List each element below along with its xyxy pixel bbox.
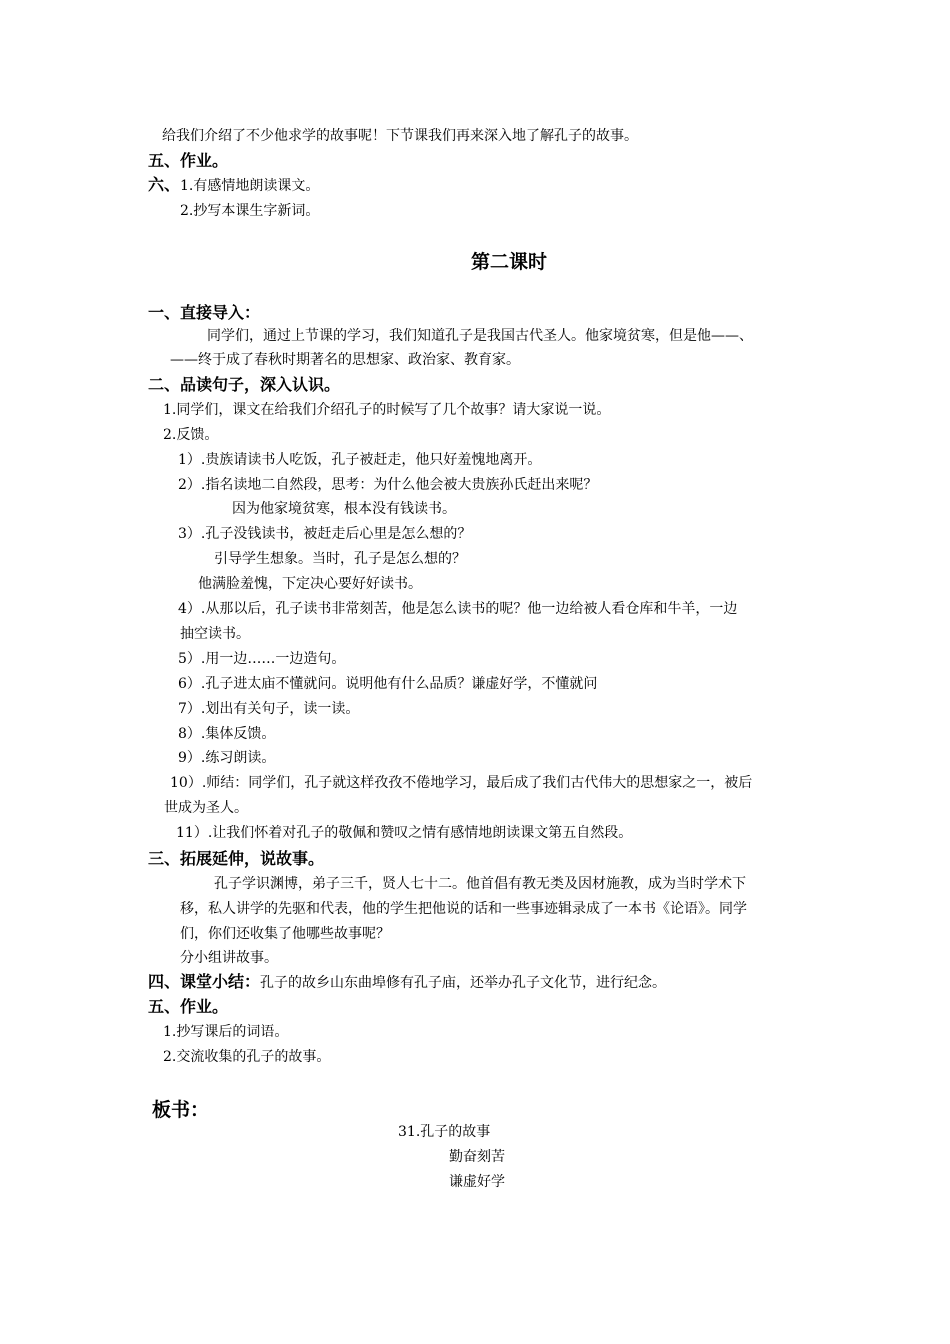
section2-line: 他满脸羞愧，下定决心要好好读书。: [198, 576, 422, 592]
section2-line: 1.同学们，课文在给我们介绍孔子的时候写了几个故事？请大家说一说。: [163, 402, 611, 418]
section3-heading: 三、拓展延伸，说故事。: [148, 849, 325, 868]
homework-heading: 五、作业。: [148, 151, 229, 170]
board-item: 勤奋刻苦: [449, 1149, 505, 1165]
section2-line: 2.反馈。: [163, 427, 219, 443]
homework-item-six: [148, 174, 319, 196]
section4: [148, 971, 666, 993]
section5-line: 1.抄写课后的词语。: [163, 1024, 289, 1040]
section4-heading: 四、课堂小结：: [148, 972, 261, 991]
section5-line: 2.交流收集的孔子的故事。: [163, 1049, 331, 1065]
section2-line: 因为他家境贫寒，根本没有钱读书。: [232, 501, 456, 517]
board-title: 31.孔子的故事: [398, 1124, 491, 1140]
section2-line: 抽空读书。: [180, 626, 250, 642]
board-heading: 板书：: [152, 1099, 210, 1121]
section2-line: 10）.师结：同学们，孔子就这样孜孜不倦地学习，最后成了我们古代伟大的思想家之一，被后: [170, 775, 753, 791]
section2-line: 世成为圣人。: [164, 800, 248, 816]
lesson-title: 第二课时: [471, 251, 548, 273]
section4-text: 孔子的故乡山东曲埠修有孔子庙，还举办孔子文化节，进行纪念。: [260, 975, 667, 991]
section1-heading: 一、直接导入：: [148, 303, 261, 322]
section1-line2: ——终于成了春秋时期著名的思想家、政治家、教育家。: [170, 352, 520, 368]
section2-line: 2）.指名读地二自然段，思考：为什么他会被大贵族孙氏赶出来呢？: [178, 477, 598, 493]
section2-line: 1）.贵族请读书人吃饭，孔子被赶走，他只好羞愧地离开。: [178, 452, 542, 468]
section2-line: 6）.孔子进太庙不懂就问。说明他有什么品质？谦虚好学，不懂就问: [178, 676, 598, 692]
section3-line: 分小组讲故事。: [180, 950, 278, 966]
section2-line: 8）.集体反馈。: [178, 726, 276, 742]
section5-heading: 五、作业。: [148, 997, 229, 1016]
section2-line: 9）.练习朗读。: [178, 750, 276, 766]
section2-line: 3）.孔子没钱读书，被赶走后心里是怎么想的？: [178, 526, 472, 542]
board-item: 谦虚好学: [449, 1174, 505, 1190]
continued-paragraph: 给我们介绍了不少他求学的故事呢！下节课我们再来深入地了解孔子的故事。: [162, 128, 638, 144]
item6-line2: 2.抄写本课生字新词。: [180, 203, 320, 219]
section2-line: 4）.从那以后，孔子读书非常刻苦，他是怎么读书的呢？他一边给被人看仓库和牛羊，一边: [178, 601, 738, 617]
item6-marker: 六、: [148, 175, 181, 194]
section2-line: 5）.用一边……一边造句。: [178, 651, 346, 667]
section3-line: 孔子学识渊博，弟子三千，贤人七十二。他首倡有教无类及因材施教，成为当时学术下: [214, 876, 746, 892]
section1-line1: 同学们，通过上节课的学习，我们知道孔子是我国古代圣人。他家境贫寒，但是他——、: [207, 328, 753, 344]
section2-heading: 二、品读句子，深入认识。: [148, 375, 341, 394]
section2-line: 引导学生想象。当时，孔子是怎么想的？: [214, 551, 466, 567]
section2-line: 7）.划出有关句子，读一读。: [178, 701, 360, 717]
section3-line: 们，你们还收集了他哪些故事呢？: [180, 926, 390, 942]
section3-line: 移，私人讲学的先驱和代表，他的学生把他说的话和一些事迹辑录成了一本书《论语》。同学: [180, 901, 747, 917]
item6-line1: 1.有感情地朗读课文。: [180, 178, 320, 194]
section2-line: 11）.让我们怀着对孔子的敬佩和赞叹之情有感情地朗读课文第五自然段。: [176, 825, 633, 841]
